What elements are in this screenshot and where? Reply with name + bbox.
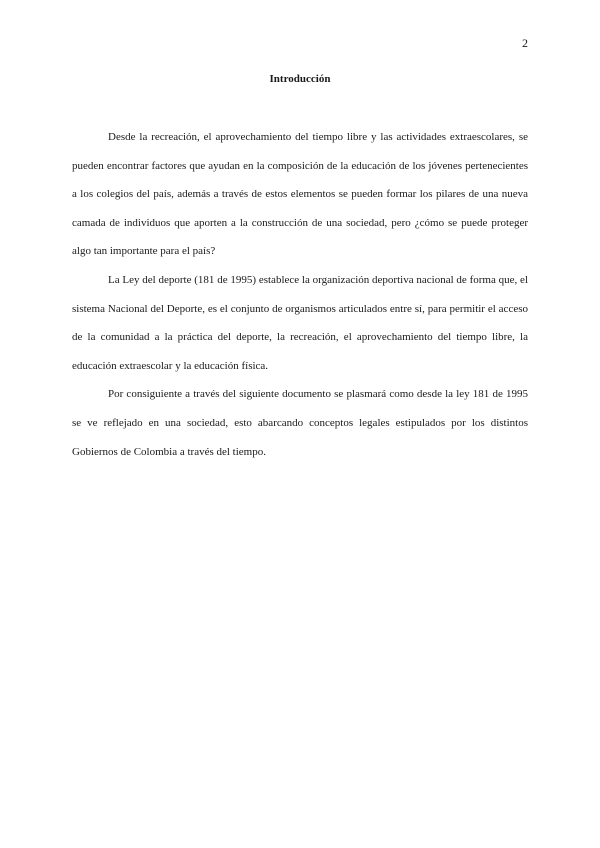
paragraph: La Ley del deporte (181 de 1995) establece la organización deportiva nacional de forma que, el sistema Nacional del Deporte, es el conjunto de organismos articulados entre sí, para permitir el acceso de la comunidad a la práctica del deporte, la recreación, el aprovechamiento del tiempo libre, la educación extraescolar y la educación física. xyxy=(72,273,528,372)
paragraph: Por consiguiente a través del siguiente documento se plasmará como desde la ley 181 de 1995 se ve reflejado en una sociedad, esto abarcando conceptos legales estipulados por los distintos Gobiernos de Colombia a través del tiempo. xyxy=(72,388,528,458)
document-body xyxy=(72,123,528,466)
page-number: 2 xyxy=(522,36,528,50)
page-title: Introducción xyxy=(269,73,331,85)
paragraph: Desde la recreación, el aprovechamiento del tiempo libre y las actividades extraescolares, se pueden encontrar factores que ayudan en la composición de la educación de los jóvenes pertenecientes a los colegios del país, además a través de estos elementos se pueden formar los pilares de una nueva camada de individuos que aporten a la construcción de una sociedad, pero ¿cómo se puede proteger algo tan importante para el país? xyxy=(72,131,528,258)
